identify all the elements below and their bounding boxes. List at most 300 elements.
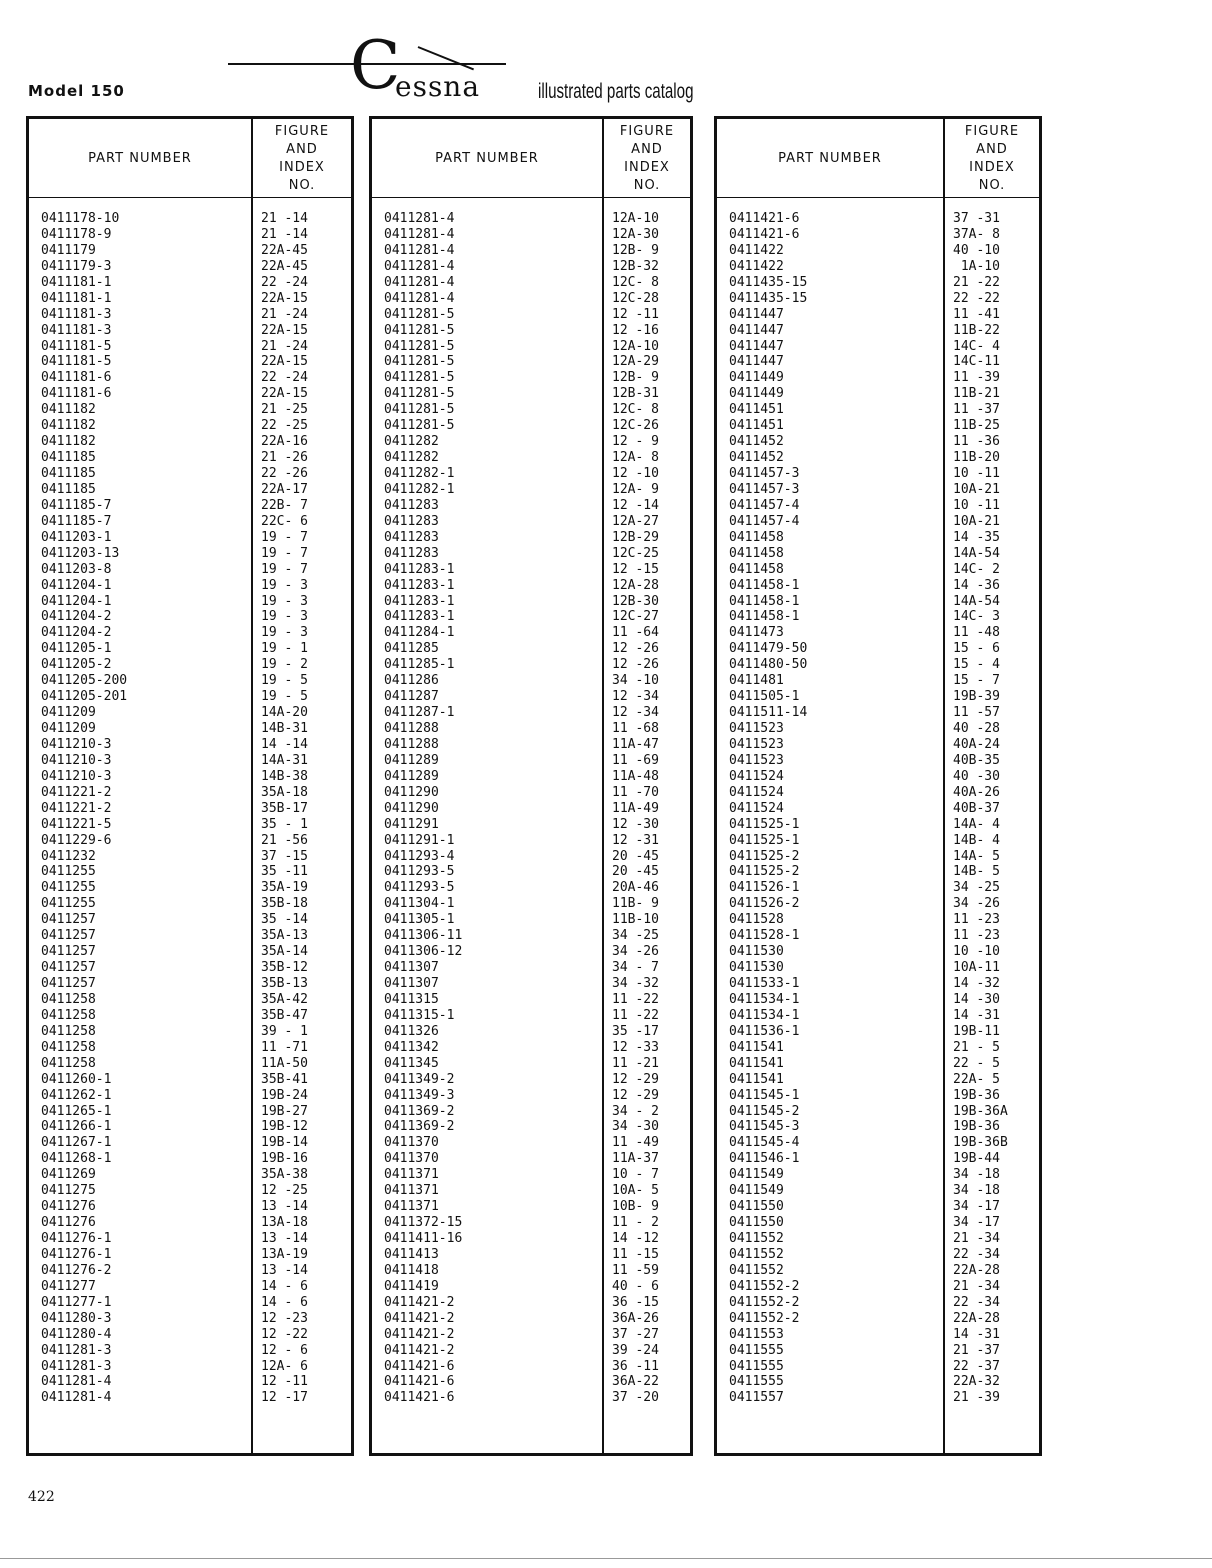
table-row [372, 849, 690, 865]
figure-index-cell: 21 -34 [953, 1231, 1000, 1246]
part-number-cell: 0411305-1 [384, 912, 455, 928]
table-row [717, 275, 1039, 291]
figure-index-cell: 11 -23 [953, 912, 1000, 928]
part-number-cell: 0411473 [729, 625, 784, 641]
part-number-cell: 0411369-2 [384, 1119, 455, 1135]
part-number-cell: 0411281-4 [384, 290, 455, 306]
figure-index-cell: 12 -17 [261, 1390, 308, 1406]
part-number-cell: 0411221-2 [41, 784, 112, 800]
part-number-cell: 0411421-6 [384, 1358, 455, 1374]
table-row [29, 562, 351, 578]
part-number-cell: 0411269 [41, 1167, 96, 1183]
table-row [717, 466, 1039, 482]
part-number-cell: 0411546-1 [729, 1151, 800, 1167]
figure-index-cell: 36A-22 [612, 1374, 659, 1390]
part-number-cell: 0411290 [384, 784, 439, 800]
part-number-cell: 0411422 [729, 242, 784, 258]
figure-index-cell: 19 - 3 [261, 577, 308, 593]
figure-index-cell: 37 -20 [612, 1390, 659, 1406]
part-number-cell: 0411552 [729, 1231, 784, 1246]
table-row [29, 275, 351, 291]
table-row [372, 418, 690, 434]
figure-index-cell: 12 -23 [261, 1310, 308, 1326]
figure-index-cell: 12C- 8 [612, 402, 659, 418]
parts-table-column-3 [714, 116, 1042, 1456]
table-row [29, 1359, 351, 1375]
table-row [717, 307, 1039, 323]
figure-index-cell: 12B-32 [612, 258, 659, 274]
figure-index-cell: 14A- 5 [953, 848, 1000, 864]
figure-header-line: INDEX [624, 160, 670, 175]
figure-index-cell: 14C- 2 [953, 561, 1000, 577]
figure-header-line: INDEX [969, 160, 1015, 175]
table-row [29, 1119, 351, 1135]
part-number-header: PART NUMBER [435, 150, 539, 166]
figure-header-line: AND [286, 142, 318, 157]
figure-index-cell: 12 -11 [261, 1374, 308, 1390]
figure-index-cell: 12C-28 [612, 290, 659, 306]
table-row [29, 1167, 351, 1183]
figure-index-cell: 37 -15 [261, 848, 308, 864]
figure-index-header [604, 121, 690, 197]
table-row [29, 498, 351, 514]
table-row [717, 418, 1039, 434]
part-number-cell: 0411421-2 [384, 1326, 455, 1342]
part-number-cell: 0411458-1 [729, 609, 800, 625]
figure-index-cell: 19 - 7 [261, 545, 308, 561]
figure-index-cell: 21 -14 [261, 211, 308, 226]
table-row [717, 291, 1039, 307]
table-row [29, 211, 351, 227]
table-row [29, 705, 351, 721]
table-row [372, 450, 690, 466]
table-row [29, 323, 351, 339]
table-row [372, 1151, 690, 1167]
figure-index-cell: 10A- 5 [612, 1183, 659, 1199]
table-row [717, 657, 1039, 673]
figure-index-cell: 19 - 5 [261, 673, 308, 689]
table-row [717, 323, 1039, 339]
table-row [372, 992, 690, 1008]
part-number-cell: 0411524 [729, 800, 784, 816]
figure-index-cell: 14 -36 [953, 577, 1000, 593]
table-row [717, 896, 1039, 912]
part-number-cell: 0411282-1 [384, 481, 455, 497]
table-row [29, 354, 351, 370]
figure-index-cell: 21 - 5 [953, 1039, 1000, 1055]
figure-index-cell: 12A-28 [612, 577, 659, 593]
figure-index-cell: 13 -14 [261, 1262, 308, 1278]
figure-index-cell: 21 -24 [261, 306, 308, 322]
table-row [29, 466, 351, 482]
figure-index-cell: 22 -25 [261, 418, 308, 434]
table-row [372, 801, 690, 817]
figure-index-cell: 14B- 4 [953, 832, 1000, 848]
parts-list [29, 211, 351, 1406]
table-row [29, 1343, 351, 1359]
table-row [29, 307, 351, 323]
part-number-cell: 0411289 [384, 752, 439, 768]
table-row [29, 1135, 351, 1151]
figure-index-cell: 13A-18 [261, 1215, 308, 1231]
figure-index-cell: 10 -10 [953, 944, 1000, 960]
parts-table-column-1 [26, 116, 354, 1456]
figure-index-cell: 14 -30 [953, 991, 1000, 1007]
part-number-cell: 0411371 [384, 1199, 439, 1215]
part-number-cell: 0411552 [729, 1262, 784, 1278]
part-number-cell: 0411549 [729, 1183, 784, 1199]
part-number-cell: 0411181-6 [41, 370, 112, 386]
part-number-cell: 0411281-5 [384, 354, 455, 370]
figure-index-cell: 11 -41 [953, 306, 1000, 322]
table-row [29, 530, 351, 546]
figure-index-cell: 10A-21 [953, 481, 1000, 497]
part-number-cell: 0411257 [41, 944, 96, 960]
figure-index-cell: 11 -64 [612, 625, 659, 641]
table-row [29, 227, 351, 243]
figure-index-cell: 12 -25 [261, 1183, 308, 1199]
table-row [717, 769, 1039, 785]
table-row [29, 849, 351, 865]
table-row [29, 753, 351, 769]
figure-index-cell: 12A- 6 [261, 1358, 308, 1374]
table-row [372, 259, 690, 275]
figure-index-cell: 40A-26 [953, 784, 1000, 800]
logo-slash [418, 46, 474, 70]
table-row [717, 1119, 1039, 1135]
table-row [717, 1279, 1039, 1295]
part-number-header: PART NUMBER [88, 150, 192, 166]
table-row [372, 1390, 690, 1406]
table-row [29, 721, 351, 737]
table-row [372, 1295, 690, 1311]
table-row [717, 386, 1039, 402]
table-row [717, 1008, 1039, 1024]
table-row [372, 912, 690, 928]
figure-index-cell: 19 - 3 [261, 593, 308, 609]
figure-index-cell: 22B- 7 [261, 497, 308, 513]
figure-index-cell: 35B-13 [261, 976, 308, 991]
table-row [29, 578, 351, 594]
table-row [372, 1327, 690, 1343]
part-number-cell: 0411447 [729, 306, 784, 322]
figure-index-cell: 10 -11 [953, 466, 1000, 481]
figure-index-cell: 12 -26 [612, 641, 659, 657]
figure-index-cell: 10 -11 [953, 497, 1000, 513]
figure-index-cell: 11 -57 [953, 705, 1000, 721]
part-number-cell: 0411221-5 [41, 816, 112, 832]
figure-index-header [945, 121, 1039, 197]
part-number-cell: 0411288 [384, 721, 439, 736]
figure-index-cell: 19 - 7 [261, 561, 308, 577]
figure-index-cell: 21 -22 [953, 274, 1000, 290]
figure-index-cell: 12 -33 [612, 1039, 659, 1055]
table-row [717, 833, 1039, 849]
figure-index-cell: 22A-28 [953, 1262, 1000, 1278]
figure-index-cell: 22 -34 [953, 1294, 1000, 1310]
part-number-cell: 0411276 [41, 1215, 96, 1231]
figure-index-cell: 37A- 8 [953, 226, 1000, 242]
table-row [29, 402, 351, 418]
part-number-cell: 0411457-3 [729, 481, 800, 497]
figure-index-cell: 21 -56 [261, 832, 308, 848]
part-number-cell: 0411285-1 [384, 657, 455, 673]
table-row [717, 705, 1039, 721]
table-row [372, 1104, 690, 1120]
table-row [372, 705, 690, 721]
figure-index-cell: 14C- 4 [953, 338, 1000, 354]
table-row [29, 1199, 351, 1215]
figure-index-cell: 11 -49 [612, 1135, 659, 1151]
table-row [717, 849, 1039, 865]
parts-list [372, 211, 690, 1406]
figure-index-cell: 19 - 7 [261, 529, 308, 545]
part-number-cell: 0411447 [729, 354, 784, 370]
part-number-cell: 0411203-13 [41, 545, 120, 561]
figure-index-cell: 12 -34 [612, 705, 659, 721]
table-row [29, 785, 351, 801]
figure-index-cell: 19B-36A [953, 1103, 1008, 1119]
figure-index-cell: 19B-36B [953, 1135, 1008, 1151]
part-number-cell: 0411203-1 [41, 529, 112, 545]
figure-index-cell: 22A-45 [261, 242, 308, 258]
table-row [372, 1024, 690, 1040]
page-number: 422 [28, 1489, 55, 1505]
part-number-cell: 0411258 [41, 991, 96, 1007]
part-number-cell: 0411421-6 [729, 226, 800, 242]
table-row [372, 1359, 690, 1375]
table-row [717, 1183, 1039, 1199]
table-row [372, 657, 690, 673]
part-number-cell: 0411204-2 [41, 625, 112, 641]
table-row [29, 673, 351, 689]
table-row [29, 737, 351, 753]
figure-index-cell: 13 -14 [261, 1231, 308, 1246]
figure-index-cell: 12C-25 [612, 545, 659, 561]
part-number-cell: 0411307 [384, 960, 439, 976]
part-number-cell: 0411479-50 [729, 641, 808, 657]
figure-index-cell: 22 -24 [261, 274, 308, 290]
table-row [717, 1263, 1039, 1279]
part-number-cell: 0411280-3 [41, 1310, 112, 1326]
part-number-cell: 0411458 [729, 529, 784, 545]
figure-index-cell: 35A-42 [261, 991, 308, 1007]
part-number-cell: 0411524 [729, 768, 784, 784]
figure-index-cell: 37 -31 [953, 211, 1000, 226]
parts-table-column-2 [369, 116, 693, 1456]
table-row [29, 769, 351, 785]
part-number-cell: 0411205-1 [41, 641, 112, 657]
table-row [29, 370, 351, 386]
part-number-cell: 0411552-2 [729, 1278, 800, 1294]
table-row [372, 211, 690, 227]
table-row [372, 1247, 690, 1263]
figure-index-cell: 11 -22 [612, 1007, 659, 1023]
table-row [372, 689, 690, 705]
figure-index-cell: 11 -70 [612, 784, 659, 800]
figure-index-cell: 19B-14 [261, 1135, 308, 1151]
figure-index-cell: 22 - 5 [953, 1055, 1000, 1071]
figure-index-cell: 40 -10 [953, 242, 1000, 258]
part-number-cell: 0411258 [41, 1023, 96, 1039]
part-number-cell: 0411525-1 [729, 816, 800, 832]
table-row [717, 1311, 1039, 1327]
figure-index-cell: 13 -14 [261, 1199, 308, 1215]
figure-index-cell: 11B- 9 [612, 896, 659, 912]
part-number-cell: 0411458 [729, 545, 784, 561]
figure-index-cell: 12 - 9 [612, 434, 659, 450]
part-number-cell: 0411203-8 [41, 561, 112, 577]
part-number-cell: 0411526-1 [729, 880, 800, 896]
part-number-cell: 0411204-1 [41, 593, 112, 609]
part-number-cell: 0411511-14 [729, 705, 808, 721]
figure-index-cell: 39 - 1 [261, 1023, 308, 1039]
table-row [372, 721, 690, 737]
table-row [372, 769, 690, 785]
table-row [372, 609, 690, 625]
table-row [372, 307, 690, 323]
table-row [372, 1343, 690, 1359]
part-number-cell: 0411342 [384, 1039, 439, 1055]
figure-index-cell: 15 - 4 [953, 657, 1000, 673]
figure-index-cell: 37 -27 [612, 1326, 659, 1342]
figure-index-cell: 12 -16 [612, 322, 659, 338]
figure-index-cell: 36 -11 [612, 1358, 659, 1374]
part-number-cell: 0411282-1 [384, 466, 455, 481]
figure-index-cell: 20 -45 [612, 864, 659, 880]
table-row [29, 259, 351, 275]
figure-index-cell: 22A-15 [261, 322, 308, 338]
part-number-cell: 0411452 [729, 434, 784, 450]
table-row [717, 689, 1039, 705]
figure-index-cell: 12 - 6 [261, 1342, 308, 1358]
part-number-cell: 0411452 [729, 450, 784, 466]
part-number-cell: 0411349-2 [384, 1071, 455, 1087]
figure-index-cell: 19B-16 [261, 1151, 308, 1167]
figure-index-cell: 19B-39 [953, 689, 1000, 705]
part-number-cell: 0411255 [41, 896, 96, 912]
figure-index-cell: 15 - 6 [953, 641, 1000, 657]
figure-index-cell: 34 - 2 [612, 1103, 659, 1119]
table-row [717, 1135, 1039, 1151]
figure-index-cell: 12 -22 [261, 1326, 308, 1342]
table-row [372, 976, 690, 992]
table-row [717, 243, 1039, 259]
part-number-cell: 0411281-5 [384, 402, 455, 418]
figure-index-cell: 21 -39 [953, 1390, 1000, 1406]
figure-index-cell: 19B-27 [261, 1103, 308, 1119]
table-row [717, 1056, 1039, 1072]
part-number-cell: 0411210-3 [41, 752, 112, 768]
figure-index-cell: 10A-11 [953, 960, 1000, 976]
figure-index-cell: 22A-32 [953, 1374, 1000, 1390]
part-number-cell: 0411281-4 [384, 211, 455, 226]
part-number-cell: 0411277-1 [41, 1294, 112, 1310]
part-number-cell: 0411435-15 [729, 290, 808, 306]
figure-index-cell: 22A-28 [953, 1310, 1000, 1326]
part-number-cell: 0411555 [729, 1342, 784, 1358]
figure-index-cell: 14A- 4 [953, 816, 1000, 832]
part-number-cell: 0411550 [729, 1199, 784, 1215]
part-number-cell: 0411209 [41, 705, 96, 721]
figure-index-cell: 35 - 1 [261, 816, 308, 832]
part-number-cell: 0411182 [41, 418, 96, 434]
figure-header-line: NO. [288, 178, 316, 193]
figure-index-cell: 21 -14 [261, 226, 308, 242]
part-number-cell: 0411268-1 [41, 1151, 112, 1167]
part-number-cell: 0411283-1 [384, 561, 455, 577]
table-row [372, 1008, 690, 1024]
figure-index-cell: 11 - 2 [612, 1215, 659, 1231]
table-row [372, 1088, 690, 1104]
table-row [372, 960, 690, 976]
part-number-cell: 0411524 [729, 784, 784, 800]
logo-initial: C [350, 27, 401, 104]
figure-index-cell: 12C-27 [612, 609, 659, 625]
figure-index-cell: 35 -14 [261, 912, 308, 928]
part-number-cell: 0411266-1 [41, 1119, 112, 1135]
table-row [29, 1008, 351, 1024]
part-number-cell: 0411457-3 [729, 466, 800, 481]
part-number-cell: 0411549 [729, 1167, 784, 1183]
part-number-cell: 0411291-1 [384, 832, 455, 848]
figure-index-cell: 12A-10 [612, 338, 659, 354]
figure-header-line: AND [631, 142, 663, 157]
table-row [372, 578, 690, 594]
figure-index-cell: 40B-35 [953, 752, 1000, 768]
part-number-cell: 0411255 [41, 864, 96, 880]
table-row [372, 880, 690, 896]
table-row [29, 434, 351, 450]
table-row [717, 211, 1039, 227]
figure-index-cell: 12A-29 [612, 354, 659, 370]
figure-index-cell: 12C- 8 [612, 274, 659, 290]
part-number-cell: 0411307 [384, 976, 439, 991]
figure-index-cell: 35A-13 [261, 928, 308, 944]
figure-index-cell: 35 -17 [612, 1023, 659, 1039]
part-number-cell: 0411281-4 [384, 274, 455, 290]
part-number-cell: 0411258 [41, 1055, 96, 1071]
part-number-cell: 0411421-2 [384, 1310, 455, 1326]
figure-index-cell: 11 -15 [612, 1246, 659, 1262]
part-number-cell: 0411276-1 [41, 1246, 112, 1262]
table-row [372, 737, 690, 753]
figure-index-cell: 12B-31 [612, 386, 659, 402]
table-header [29, 119, 351, 198]
figure-index-cell: 11B-21 [953, 386, 1000, 402]
table-row [372, 1311, 690, 1327]
figure-index-cell: 19B-24 [261, 1087, 308, 1103]
part-number-cell: 0411555 [729, 1374, 784, 1390]
table-row [717, 625, 1039, 641]
part-number-cell: 0411257 [41, 960, 96, 976]
figure-index-cell: 14 -32 [953, 976, 1000, 991]
part-number-cell: 0411281-4 [384, 242, 455, 258]
table-row [372, 498, 690, 514]
figure-index-cell: 11B-10 [612, 912, 659, 928]
part-number-cell: 0411205-2 [41, 657, 112, 673]
table-row [717, 1215, 1039, 1231]
part-number-cell: 0411349-3 [384, 1087, 455, 1103]
part-number-cell: 0411523 [729, 721, 784, 736]
table-row [29, 1263, 351, 1279]
figure-index-cell: 19B-12 [261, 1119, 308, 1135]
figure-index-cell: 11 -59 [612, 1262, 659, 1278]
table-row [372, 1263, 690, 1279]
table-header [372, 119, 690, 198]
part-number-cell: 0411553 [729, 1326, 784, 1342]
table-row [717, 530, 1039, 546]
